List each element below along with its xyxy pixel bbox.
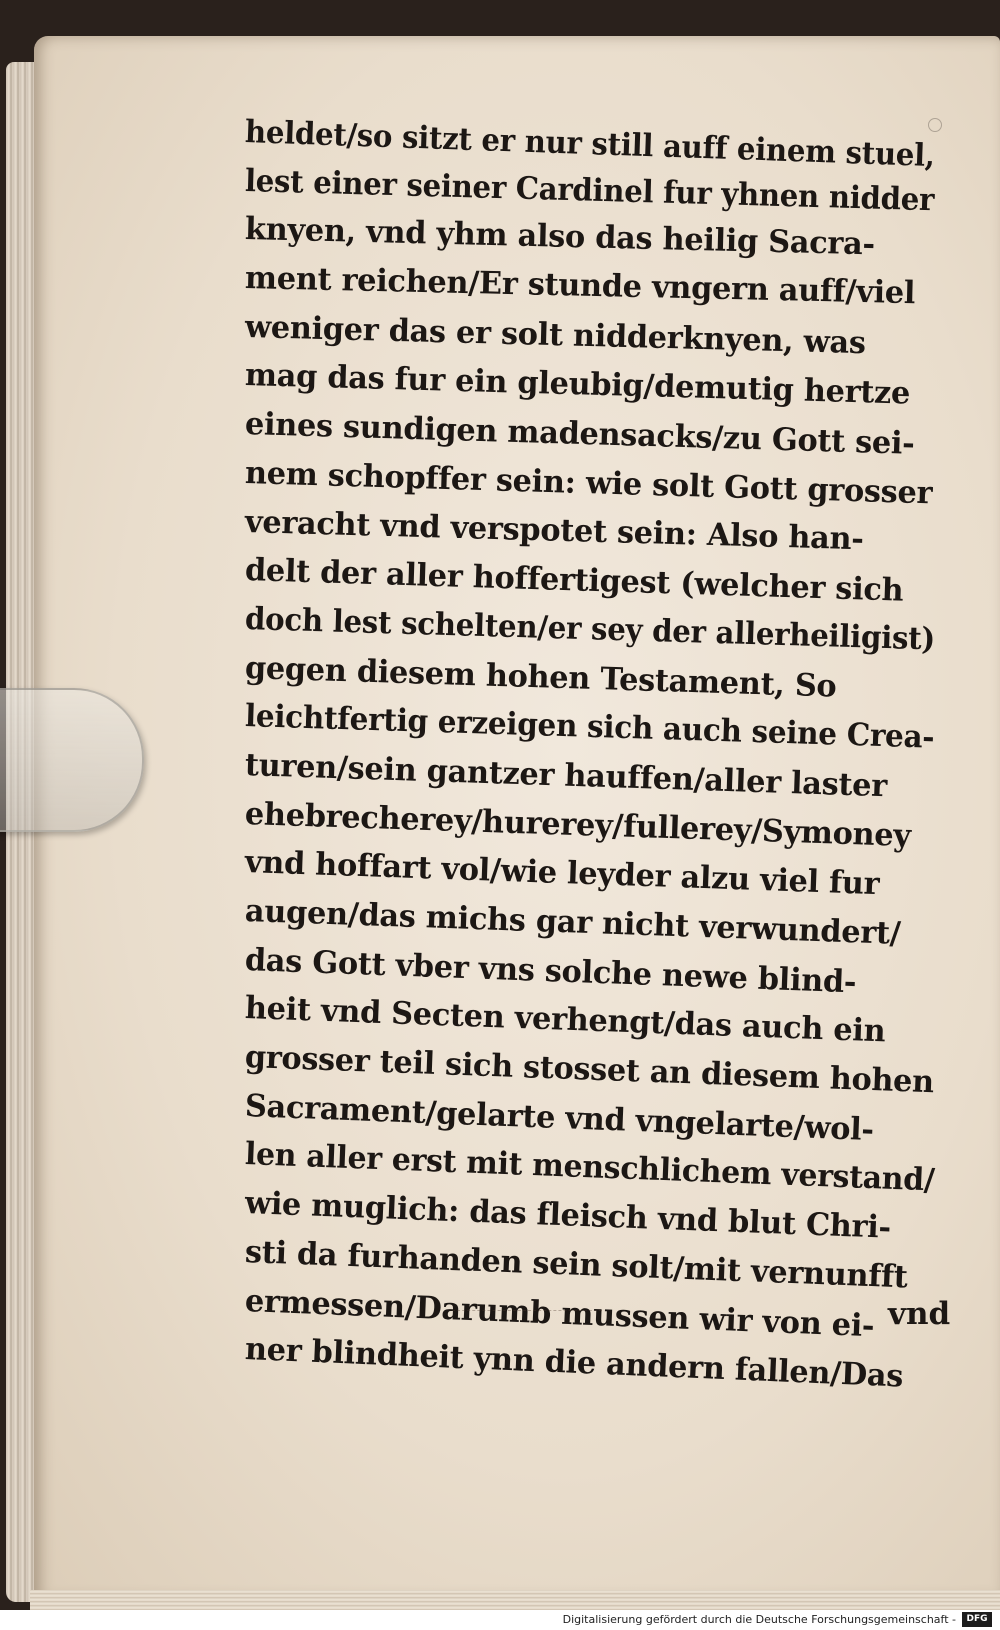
- text-line: ner blindheit ynn die andern fallen/Das: [244, 1331, 904, 1395]
- text-line: Sacrament/gelarte vnd vngelarte/wol-: [244, 1087, 875, 1148]
- text-line: sti da furhanden sein solt/mit vernunfft: [244, 1233, 909, 1296]
- text-line: augen/das michs gar nicht verwundert/: [244, 893, 902, 952]
- text-line: ment reichen/Er stunde vngern auff/viel: [244, 260, 916, 312]
- catchword: vnd: [888, 1296, 951, 1332]
- page-clip: [0, 688, 144, 832]
- text-line: mag das fur ein gleubig/demutig hertze: [244, 357, 911, 413]
- text-line: grosser teil sich stosset an diesem hohen: [244, 1039, 935, 1101]
- text-line: turen/sein gantzer hauffen/aller laster: [244, 746, 888, 805]
- text-line: ermessen/Darumb mussen wir von ei-: [244, 1282, 875, 1344]
- text-line: gegen diesem hohen Testament, So: [244, 649, 837, 705]
- text-line: nem schopffer sein: wie solt Gott grosser: [244, 454, 933, 512]
- text-line: veracht vnd verspotet sein: Also han-: [244, 503, 865, 557]
- text-line: heit vnd Secten verhengt/das auch ein: [244, 990, 886, 1050]
- text-line: leichtfertig erzeigen sich auch seine Crea-: [244, 698, 935, 756]
- text-line: weniger das er solt nidderknyen, was: [244, 308, 867, 361]
- text-line: delt der aller hoffertigest (welcher sich: [244, 552, 904, 609]
- footer-bar: [0, 1610, 1000, 1630]
- text-line: eines sundigen madensacks/zu Gott sei-: [244, 406, 916, 462]
- text-line: len aller erst mit menschlichem verstand/: [244, 1136, 936, 1199]
- text-line: knyen, vnd yhm also das heilig Sacra-: [244, 211, 876, 263]
- text-line: das Gott vber vns solche newe blind-: [244, 941, 857, 1001]
- dfg-logo: DFG: [962, 1612, 992, 1627]
- text-line: doch lest schelten/er sey der allerheiligist): [244, 600, 936, 658]
- page-bottom-edge: [30, 1590, 1000, 1610]
- text-line: heldet/so sitzt er nur still auff einem stuel,: [244, 114, 936, 175]
- text-line: vnd hoffart vol/wie leyder alzu viel fur: [244, 844, 880, 903]
- text-line: ehebrecherey/hurerey/fullerey/Symoney: [244, 795, 912, 854]
- text-line: wie muglich: das fleisch vnd blut Chri-: [244, 1185, 892, 1246]
- funding-credit: Digitalisierung gefördert durch die Deutsche Forschungsgemeinschaft -: [562, 1613, 956, 1626]
- faint-rule: [452, 1310, 602, 1311]
- body-text: [244, 108, 950, 1395]
- text-line: lest einer seiner Cardinel fur yhnen nidder: [244, 162, 935, 218]
